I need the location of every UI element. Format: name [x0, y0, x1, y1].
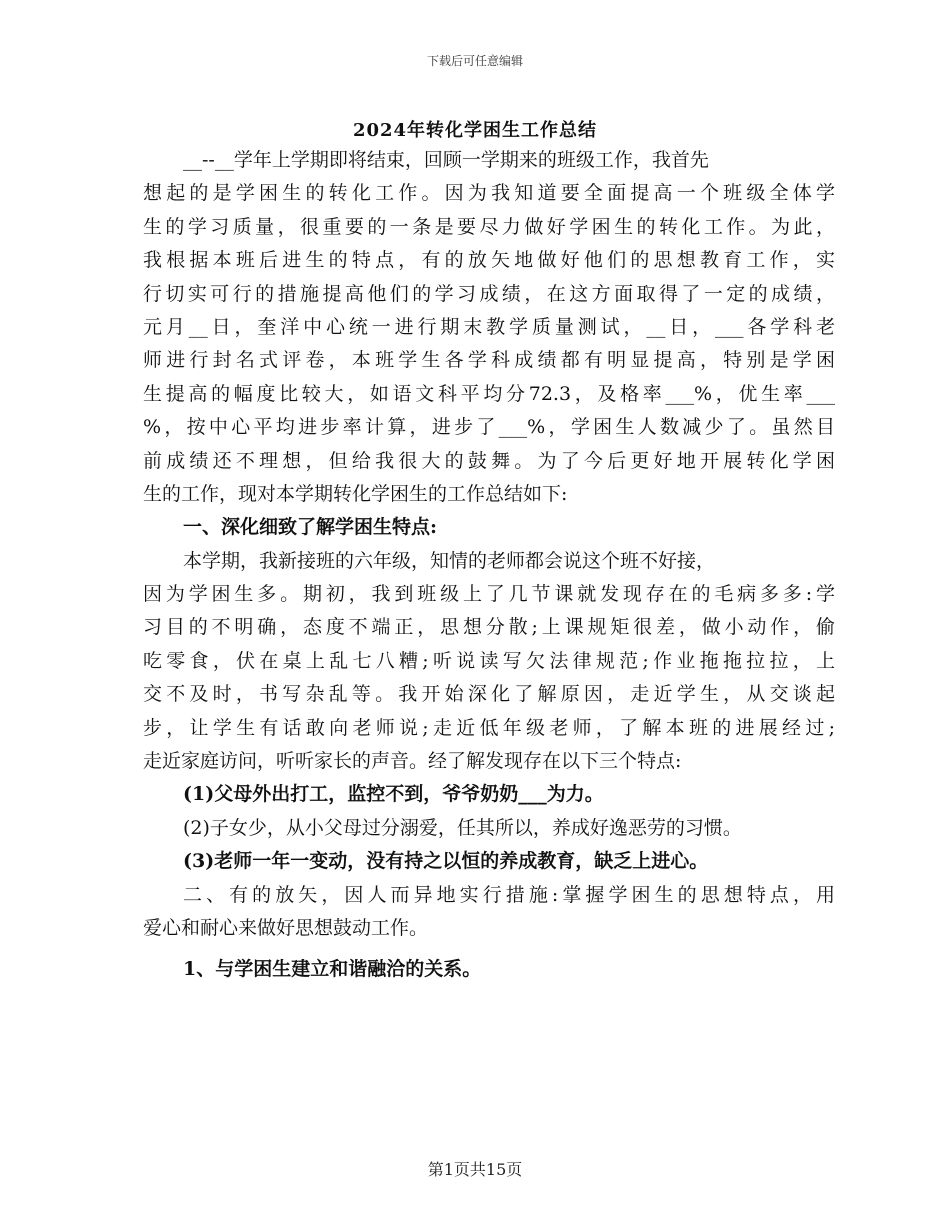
- subsection-heading: 1、与学困生建立和谐融洽的关系。: [183, 958, 482, 981]
- paragraph-line: 我根据本班后进生的特点，有的放矢地做好他们的思想教育工作，实: [143, 249, 835, 272]
- paragraph-line: 生的学习质量，很重要的一条是要尽力做好学困生的转化工作。为此，: [143, 215, 835, 238]
- paragraph-line: 本学期，我新接班的六年级，知情的老师都会说这个班不好接，: [183, 549, 716, 572]
- paragraph-line: 走近家庭访问，听听家长的声音。经了解发现存在以下三个特点:: [143, 750, 682, 773]
- paragraph-line: 习目的不明确，态度不端正，思想分散;上课规矩很差，做小动作，偷: [143, 616, 835, 639]
- paragraph-line: 前成绩还不理想，但给我很大的鼓舞。为了今后更好地开展转化学困: [143, 449, 835, 472]
- paragraph-line: 生提高的幅度比较大，如语文科平均分72.3，及格率___%，优生率___: [143, 382, 835, 405]
- paragraph-line: 生的工作，现对本学期转化学困生的工作总结如下:: [143, 482, 568, 505]
- paragraph-line: %，按中心平均进步率计算，进步了___%，学困生人数减少了。虽然目: [143, 416, 835, 439]
- paragraph-line: 爱心和耐心来做好思想鼓动工作。: [143, 916, 429, 939]
- paragraph-line: 交不及时，书写杂乱等。我开始深化了解原因，走近学生，从交谈起: [143, 683, 835, 706]
- paragraph-line: 行切实可行的措施提高他们的学习成绩，在这方面取得了一定的成绩，: [143, 282, 835, 305]
- list-item: (1)父母外出打工，监控不到，爷爷奶奶___为力。: [183, 783, 604, 806]
- paragraph-line: 步，让学生有话敢向老师说;走近低年级老师，了解本班的进展经过;: [143, 716, 835, 739]
- paragraph-line: 二、有的放矢，因人而异地实行措施:掌握学困生的思想特点，用: [183, 883, 835, 906]
- paragraph-line: 想起的是学困生的转化工作。因为我知道要全面提高一个班级全体学: [143, 182, 835, 205]
- paragraph-line: 因为学困生多。期初，我到班级上了几节课就发现存在的毛病多多:学: [143, 583, 835, 606]
- paragraph-line: 元月__日，奎洋中心统一进行期末教学质量测试，__日，___各学科老: [143, 315, 835, 338]
- list-item: (2)子女少，从小父母过分溺爱，任其所以，养成好逸恶劳的习惯。: [183, 816, 742, 839]
- document-title: 2024年转化学困生工作总结: [352, 120, 598, 141]
- section-heading: 一、深化细致了解学困生特点:: [183, 516, 438, 539]
- page-header-note: 下载后可任意编辑: [426, 54, 523, 68]
- paragraph-line: 吃零食，伏在桌上乱七八糟;听说读写欠法律规范;作业拖拖拉拉，上: [143, 649, 835, 672]
- page-number: 第1页共15页: [427, 1160, 523, 1179]
- paragraph-line: 师进行封名式评卷，本班学生各学科成绩都有明显提高，特别是学困: [143, 349, 835, 372]
- document-body: [143, 144, 835, 987]
- list-item: (3)老师一年一变动，没有持之以恒的养成教育，缺乏上进心。: [183, 850, 709, 873]
- paragraph-line: __--__学年上学期即将结束，回顾一学期来的班级工作，我首先: [183, 149, 709, 171]
